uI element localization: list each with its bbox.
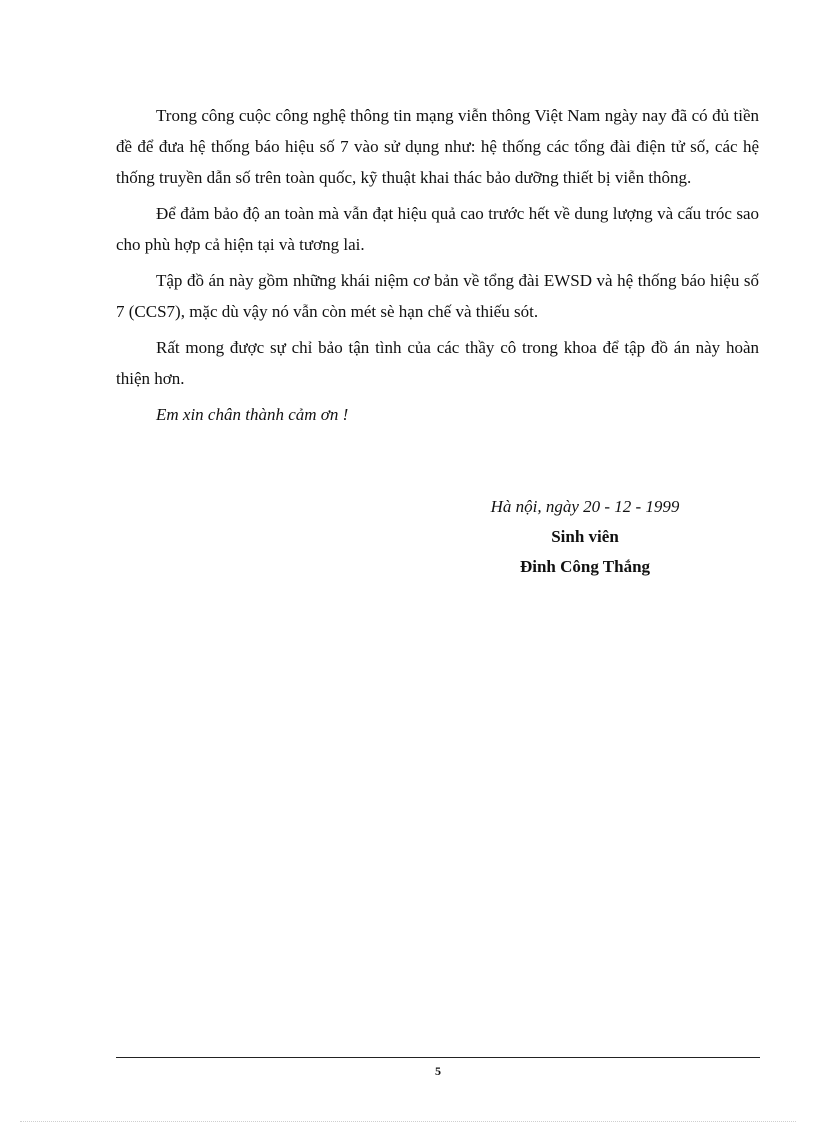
signature-block <box>470 492 700 582</box>
signature-place-date: Hà nội, ngày 20 - 12 - 1999 <box>490 497 680 516</box>
paragraph-scope: Tập đồ án này gồm những khái niệm cơ bản về tổng đài EWSD và hệ thống báo hiệu số 7 (CCS7), mặc dù vậy nó vẫn còn mét sè hạn chế và thiếu sót. <box>116 271 759 321</box>
paragraph-request: Rất mong được sự chỉ bảo tận tình của các thầy cô trong khoa để tập đồ án này hoàn thiện hơn. <box>116 338 759 388</box>
paragraph-intro: Trong công cuộc công nghệ thông tin mạng viễn thông Việt Nam ngày nay đã có đủ tiền đề để đưa hệ thống báo hiệu số 7 vào sử dụng như: hệ thống các tổng đài điện tử số, các hệ thống truyền dẫn số trên toàn quốc, kỹ thuật khai thác bảo dưỡng thiết bị viễn thông. <box>116 106 759 187</box>
signature-role: Sinh viên <box>551 527 619 546</box>
thanks-line: Em xin chân thành cảm ơn ! <box>156 405 349 424</box>
signature-name: Đinh Công Thắng <box>519 557 651 576</box>
body-text <box>116 100 759 430</box>
page-number: 5 <box>435 1064 441 1078</box>
paragraph-safety: Để đảm bảo độ an toàn mà vẫn đạt hiệu quả cao trước hết về dung lượng và cấu tróc sao cho phù hợp cả hiện tại và tương lai. <box>116 204 759 254</box>
footer-divider <box>116 1057 760 1058</box>
page-bottom-edge <box>20 1121 796 1122</box>
